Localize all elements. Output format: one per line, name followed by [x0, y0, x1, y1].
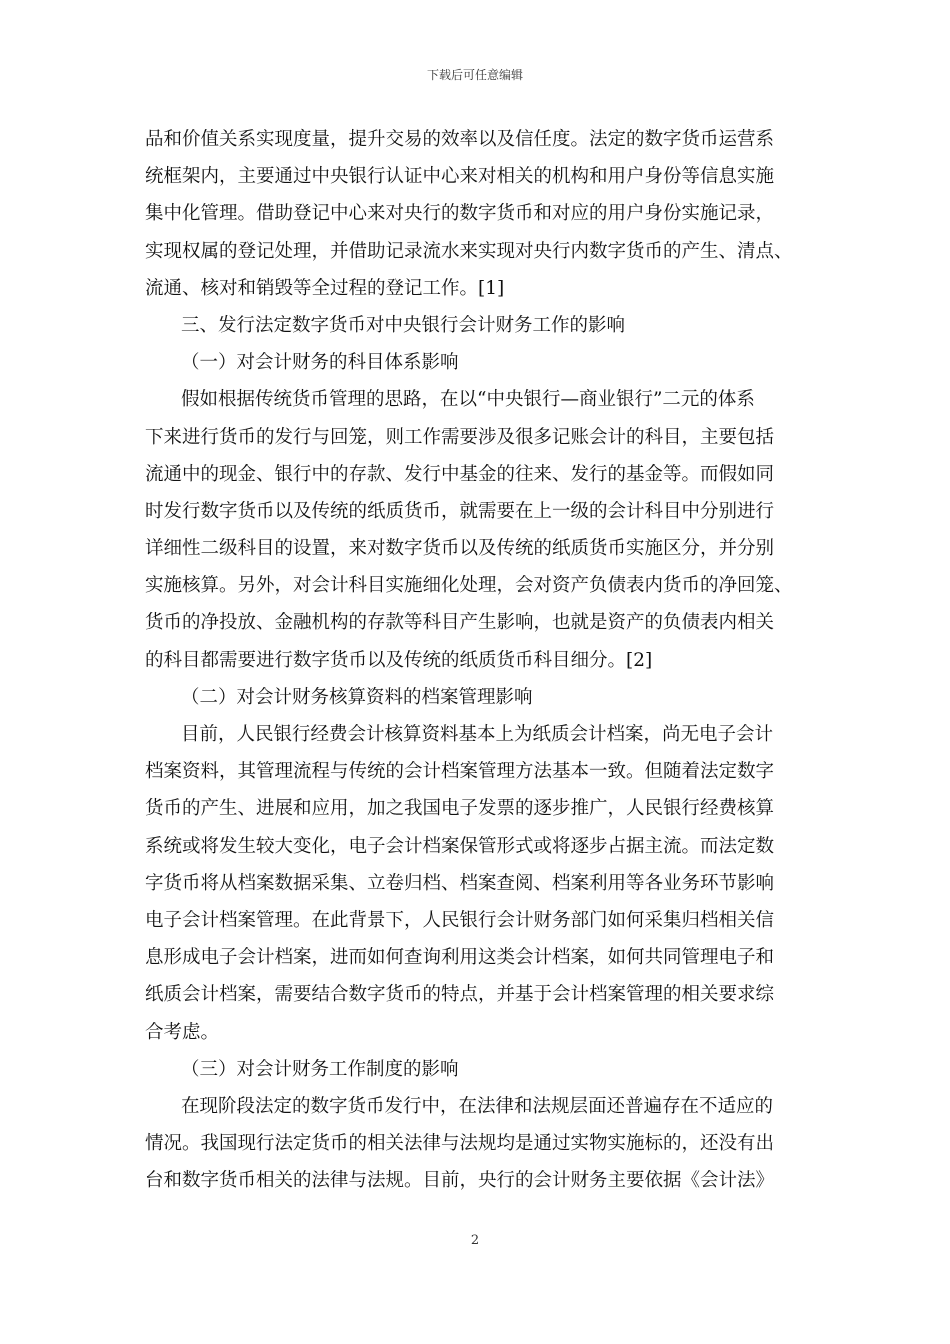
paragraph-line: 品和价值关系实现度量，提升交易的效率以及信任度。法定的数字货币运营系	[145, 129, 775, 150]
subsection-heading: （二）对会计财务核算资料的档案管理影响	[181, 686, 533, 708]
paragraph-line: 流通、核对和销毁等全过程的登记工作。[1]	[145, 277, 505, 299]
paragraph-line: 目前，人民银行经费会计核算资料基本上为纸质会计档案，尚无电子会计	[181, 724, 774, 745]
subsection-heading: （三）对会计财务工作制度的影响	[181, 1058, 459, 1080]
paragraph-line: 详细性二级科目的设置，来对数字货币以及传统的纸质货币实施区分，并分别	[145, 538, 775, 560]
paragraph-line: 情况。我国现行法定货币的相关法律与法规均是通过实物实施标的，还没有出	[145, 1133, 775, 1155]
paragraph-line: 假如根据传统货币管理的思路，在以“中央银行—商业银行”二元的体系	[181, 389, 755, 411]
document-body	[145, 121, 821, 1199]
paragraph-line: 系统或将发生较大变化，电子会计档案保管形式或将逐步占据主流。而法定数	[145, 835, 775, 857]
paragraph-line: 的科目都需要进行数字货币以及传统的纸质货币科目细分。[2]	[145, 649, 653, 671]
paragraph-line: 在现阶段法定的数字货币发行中，在法律和法规层面还普遍存在不适应的	[181, 1095, 774, 1117]
paragraph-line: 纸质会计档案，需要结合数字货币的特点，并基于会计档案管理的相关要求综	[145, 984, 775, 1006]
page-header: 下载后可任意编辑	[426, 68, 523, 82]
paragraph-line: 下来进行货币的发行与回笼，则工作需要涉及很多记账会计的科目，主要包括	[145, 426, 775, 448]
paragraph-line: 货币的产生、进展和应用，加之我国电子发票的逐步推广，人民银行经费核算	[145, 798, 775, 820]
paragraph-line: 档案资料，其管理流程与传统的会计档案管理方法基本一致。但随着法定数字	[145, 761, 775, 783]
page-number: 2	[470, 1233, 480, 1248]
paragraph-line: 台和数字货币相关的法律与法规。目前，央行的会计财务主要依据《会计法》	[145, 1170, 775, 1192]
section-heading: 三、发行法定数字货币对中央银行会计财务工作的影响	[181, 314, 626, 336]
paragraph-line: 时发行数字货币以及传统的纸质货币，就需要在上一级的会计科目中分别进行	[145, 500, 775, 522]
subsection-heading: （一）对会计财务的科目体系影响	[181, 352, 459, 374]
paragraph-line: 字货币将从档案数据采集、立卷归档、档案查阅、档案利用等各业务环节影响	[145, 872, 775, 894]
paragraph-line: 合考虑。	[145, 1021, 220, 1043]
paragraph-line: 流通中的现金、银行中的存款、发行中基金的往来、发行的基金等。而假如同	[145, 463, 775, 485]
paragraph-line: 实施核算。另外，对会计科目实施细化处理，会对资产负债表内货币的净回笼、	[145, 575, 793, 597]
paragraph-line: 电子会计档案管理。在此背景下，人民银行会计财务部门如何采集归档相关信	[145, 909, 775, 931]
paragraph-line: 集中化管理。借助登记中心来对央行的数字货币和对应的用户身份实施记录，	[145, 203, 775, 225]
paragraph-line: 实现权属的登记处理，并借助记录流水来实现对央行内数字货币的产生、清点、	[145, 240, 793, 262]
paragraph-line: 统框架内，主要通过中央银行认证中心来对相关的机构和用户身份等信息实施	[145, 166, 775, 188]
paragraph-line: 息形成电子会计档案，进而如何查询利用这类会计档案，如何共同管理电子和	[145, 947, 775, 969]
paragraph-line: 货币的净投放、金融机构的存款等科目产生影响，也就是资产的负债表内相关	[145, 612, 775, 634]
